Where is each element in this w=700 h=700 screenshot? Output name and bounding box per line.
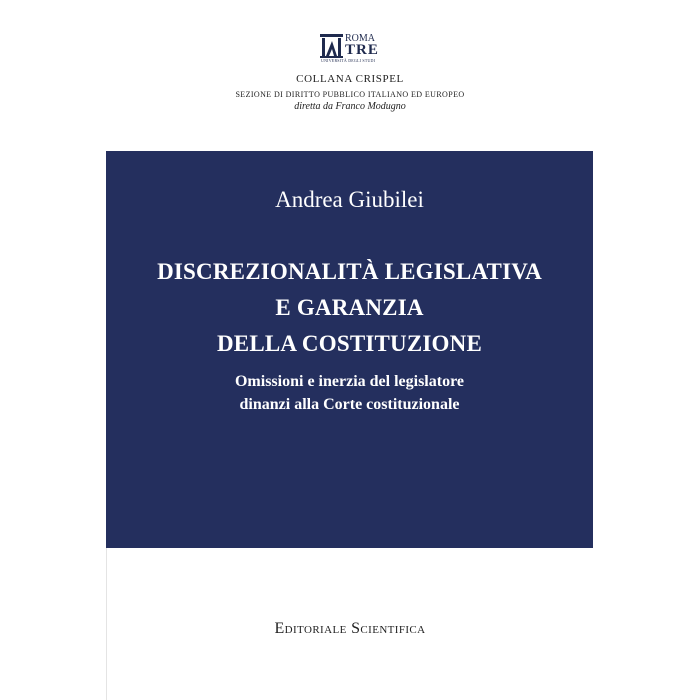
publisher-name: Editoriale Scientifica bbox=[274, 620, 426, 637]
book-subtitle-line-1: Omissioni e inerzia del legislatore bbox=[234, 373, 464, 390]
series-director: diretta da Franco Modugno bbox=[294, 101, 406, 112]
university-logo bbox=[320, 33, 380, 63]
logo-text-university: UNIVERSITÀ DEGLI STUDI bbox=[321, 58, 376, 63]
book-title-line-1: DISCREZIONALITÀ LEGISLATIVA bbox=[157, 259, 542, 284]
series-name: COLLANA CRISPEL bbox=[296, 73, 404, 85]
book-subtitle-line-2: dinanzi alla Corte costituzionale bbox=[239, 396, 460, 413]
series-section: SEZIONE DI DIRITTO PUBBLICO ITALIANO ED EUROPEO bbox=[235, 90, 465, 99]
cover-panel bbox=[106, 151, 593, 548]
author-name: Andrea Giubilei bbox=[275, 187, 424, 212]
book-title-line-3: DELLA COSTITUZIONE bbox=[217, 331, 482, 356]
book-title-line-2: E GARANZIA bbox=[275, 295, 424, 320]
logo-text-tre: TRE bbox=[345, 42, 379, 58]
building-icon bbox=[320, 34, 344, 58]
logo-text-roma: ROMA bbox=[345, 33, 376, 44]
